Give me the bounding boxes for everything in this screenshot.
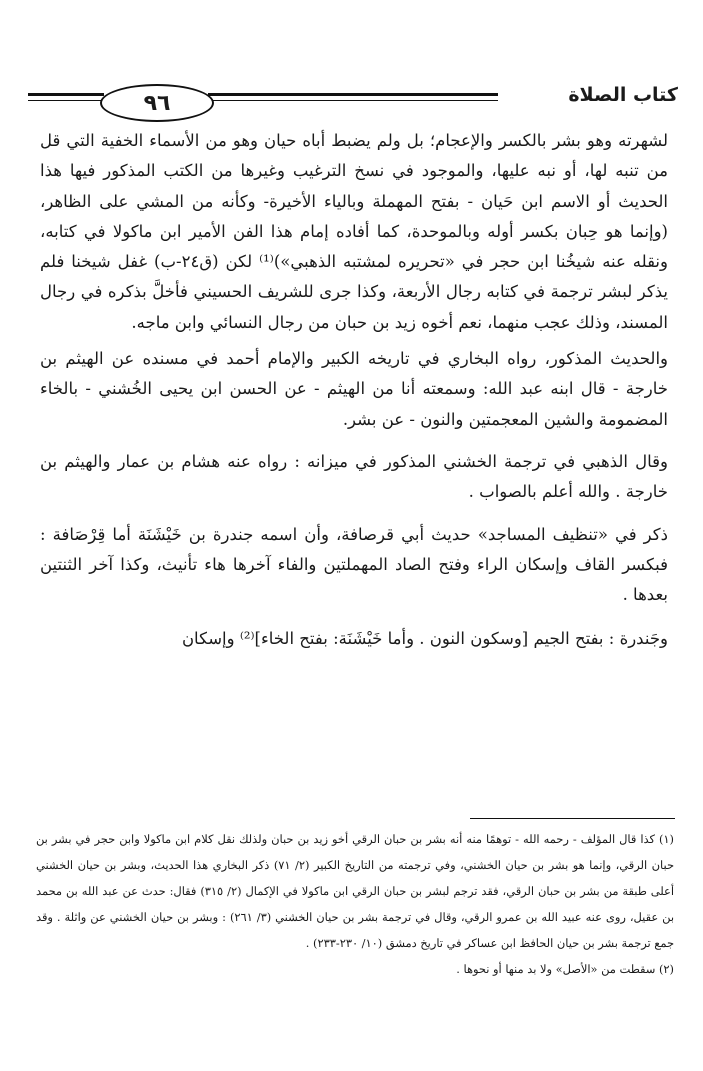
- header-rule-middle-thick: [208, 93, 498, 96]
- paragraph: والحديث المذكور، رواه البخاري في تاريخه الكبير والإمام أحمد في مسنده عن الهيثم بن خارجة - قال ابنه عبد الله: وسمعته أنا من الهيثم - عن الحسن ابن يحيى الخُشني - بالخاء المضمومة والشين المعجمتين والنون - عن بشر.: [40, 349, 668, 429]
- header-rule-left-thin: [28, 100, 104, 101]
- paragraph: وقال الذهبي في ترجمة الخشني المذكور في ميزانه : رواه عنه هشام بن عمار والهيثم بن خارجة . والله أعلم بالصواب .: [40, 451, 668, 502]
- footnote: (٢) سقطت من «الأصل» ولا بد منها أو نحوها .: [456, 962, 674, 976]
- page-number: [100, 84, 214, 122]
- header-rule-left-thick: [28, 93, 104, 96]
- paragraph: لشهرته وهو بشر بالكسر والإعجام؛ بل ولم يضبط أباه حيان وهو من الأسماء الخفية التي قل من تنبه لها، أو نبه عليها، والموجود في نسخ الترغيب وغيرها من الكتب المذكور فيها هذا الحديث أو الاسم ابن حَيان - بفتح المهملة وبالياء الأخيرة- وكأنه من المشي على الظاهر، (وإنما هو حِبان بكسر أوله وبالموحدة، كما أفاده إمام هذا الفن الأمير ابن ماكولا في كتابه، ونقله عنه شيخُنا ابن حجر في «تحريره لمشتبه الذهبي»)⁽¹⁾ لكن (ق٢٤-ب) غفل شيخنا فلم يذكر لبشر ترجمة في كتابه رجال الأربعة، وكذا جرى للشريف الحسيني فأخلَّ بذكره في رجال المسند، وذلك عجب منهما، نعم أخوه زيد بن حبان من رجال النسائي وابن ماجه.: [40, 131, 668, 332]
- page-header: [28, 84, 678, 120]
- book-title: كتاب الصلاة: [560, 84, 678, 112]
- main-text: [40, 126, 668, 655]
- paragraph: ذكر في «تنظيف المساجد» حديث أبي قرصافة، وأن اسمه جندرة بن خَيْشَنَة أما قِرْصَافة : فبكسر القاف وإسكان الراء وفتح الصاد المهملتين والفاء آخرها هاء تأنيث، وكذا آخر الثنتين بعدها .: [40, 524, 668, 605]
- paragraph: وجَندرة : بفتح الجيم [وسكون النون . وأما خَيْشَنَة: بفتح الخاء]⁽²⁾ وإسكان: [181, 629, 668, 649]
- footnote-divider: [470, 818, 675, 819]
- header-rule-middle-thin: [208, 100, 498, 101]
- page-number-text: ٩٦: [143, 90, 171, 116]
- footnote: (١) كذا قال المؤلف - رحمه الله - توهمًا منه أنه بشر بن حبان الرقي أخو زيد بن حبان ولذلك نقل كلام ابن ماكولا وابن حجر في بشر بن حبان الرقي، وإنما هو بشر بن حيان الخشني، وفي ترجمته من التاريخ الكبير (٢/ ٧١) ذكر البخاري هذا الحديث، وبشر بن حيان الخشني أعلى طبقة من بشر بن حبان الرقي، فقد ترجم لبشر بن حبان الرقي ابن ماكولا في الإكمال (٢/ ٣١٥) فقال: حدث عن عبد الله بن محمد بن عقيل، روى عنه عبيد الله بن عمرو الرقي، وقال في ترجمة بشر بن حيان الخشني (٣/ ٢٦١) : وبشر بن حيان الخشني عن واثلة . وقد جمع ترجمة بشر بن حيان الحافظ ابن عساكر في تاريخ دمشق (١٠/ ٢٣٠-٢٣٣) .: [36, 832, 674, 950]
- footnotes: [36, 826, 674, 982]
